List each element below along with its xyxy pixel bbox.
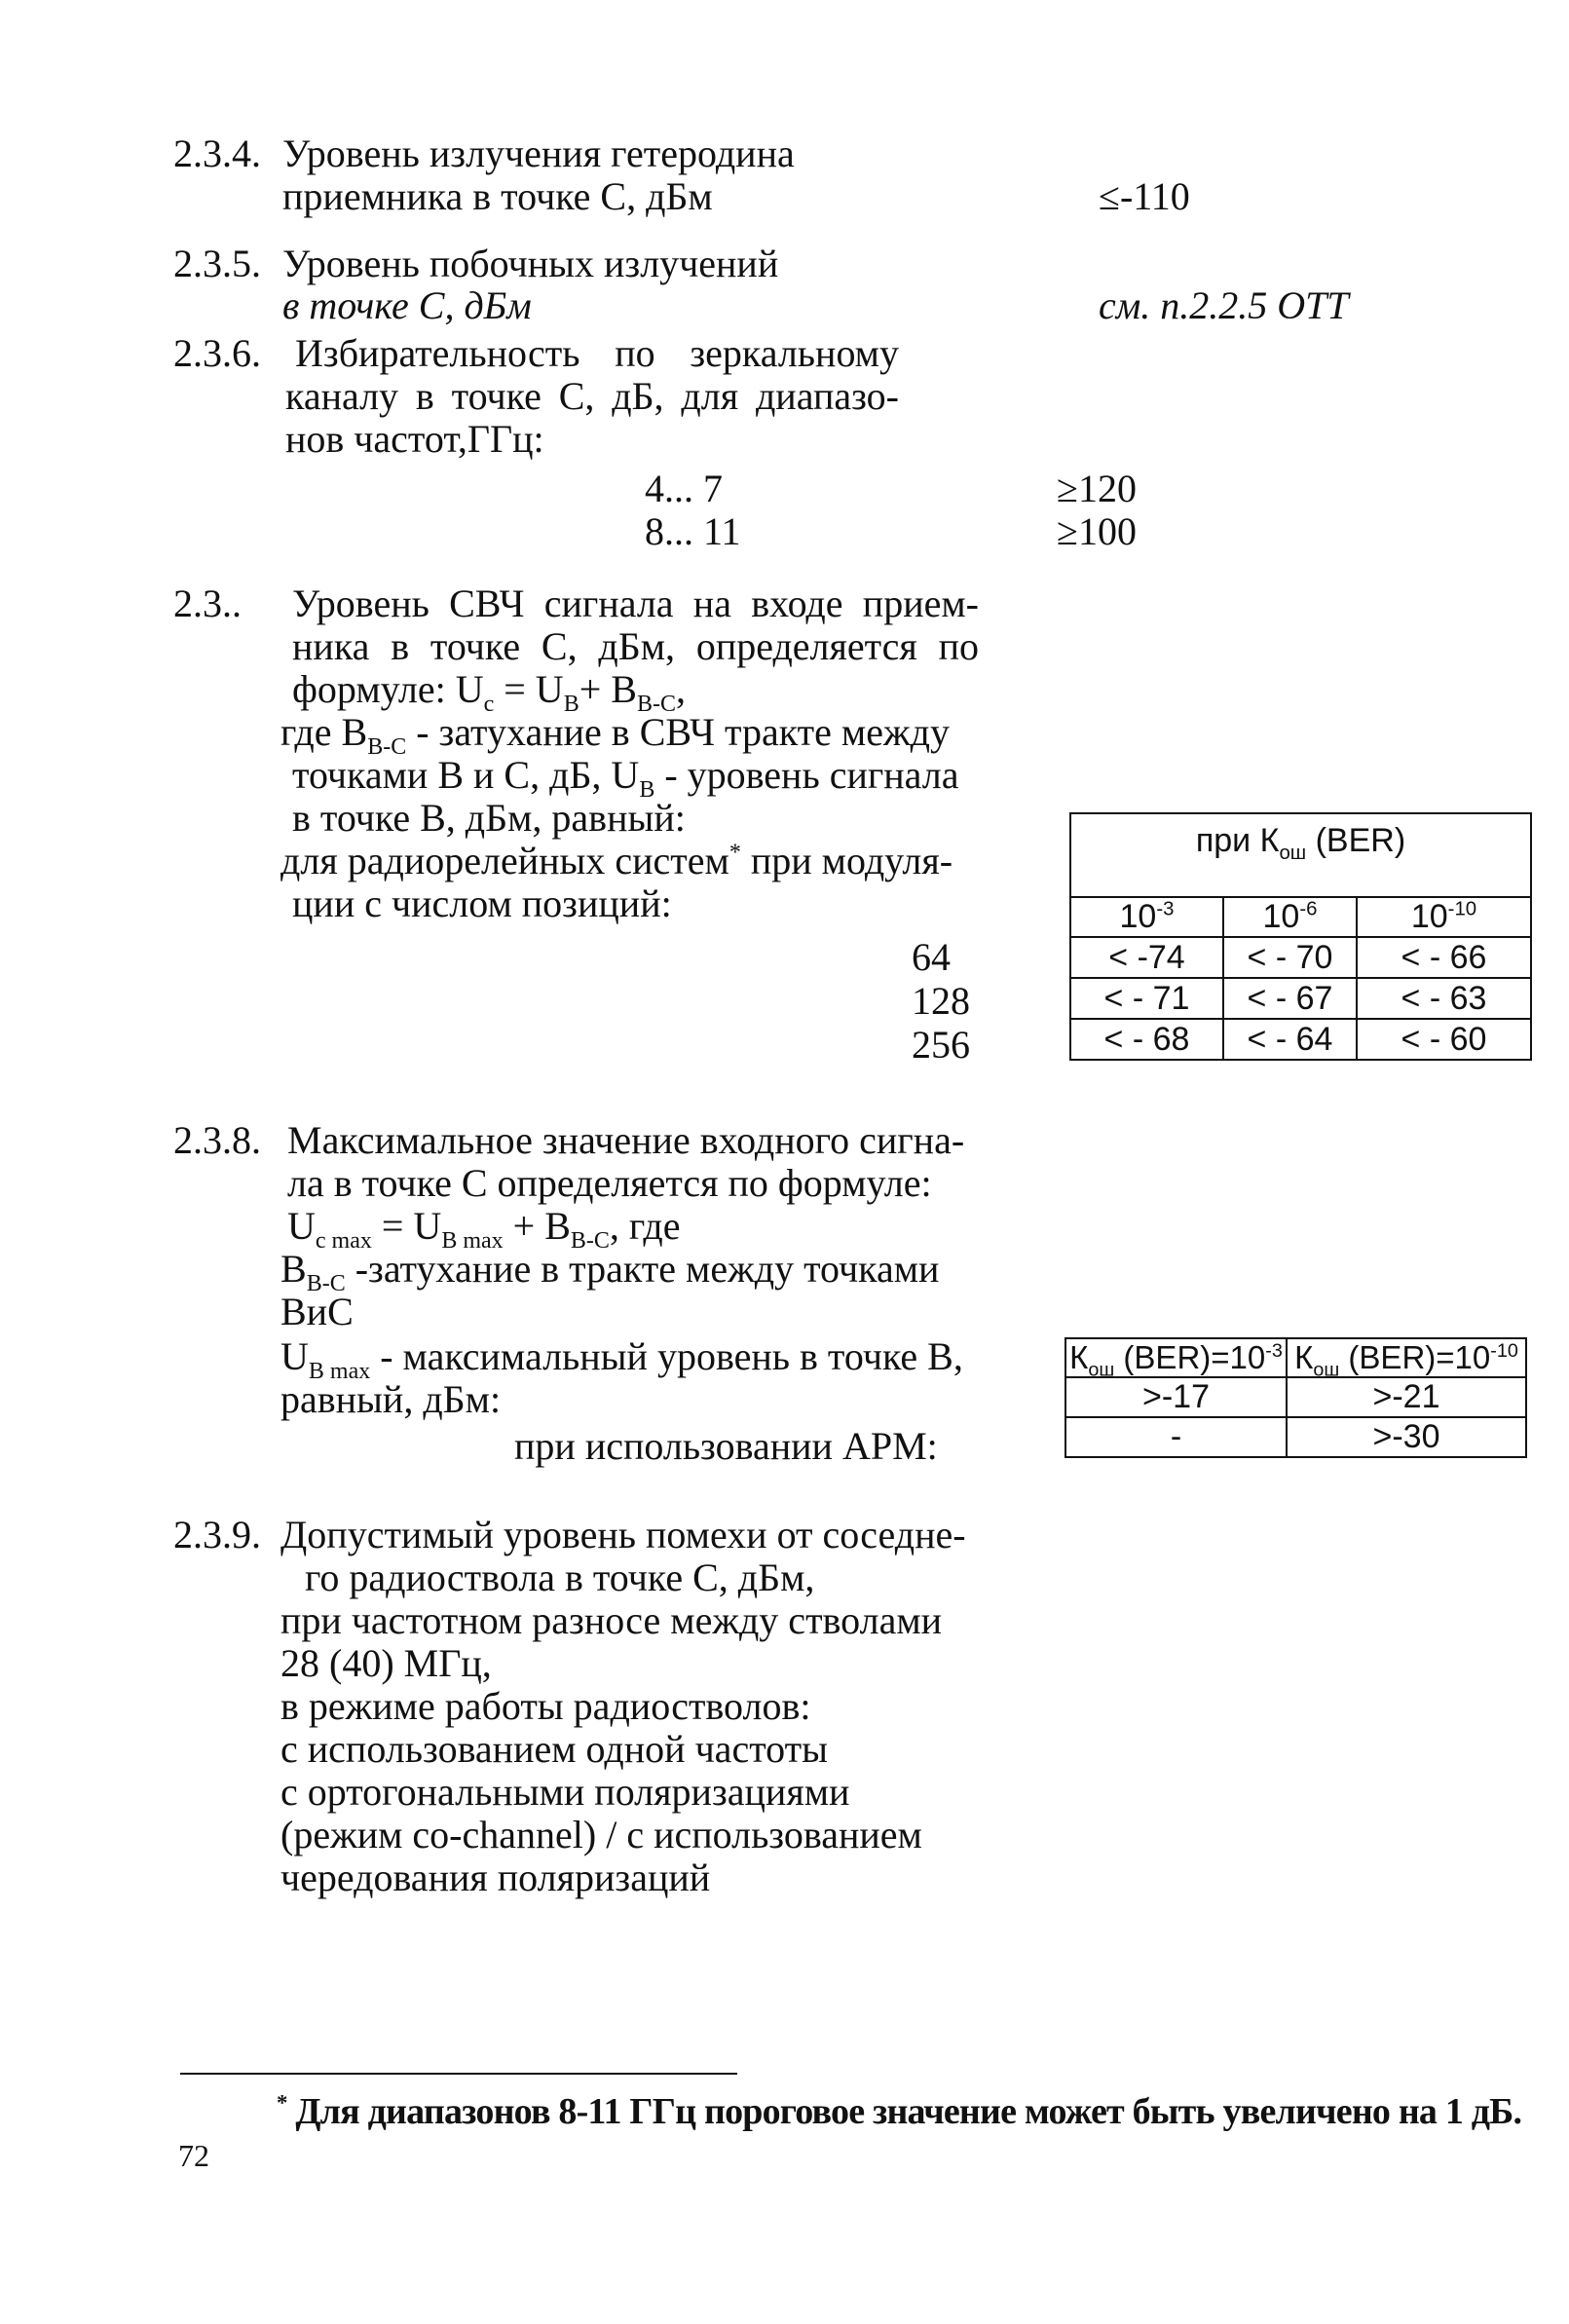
- table-cell: < - 66: [1357, 937, 1531, 978]
- section-2-3-4-line1: Уровень излучения гетеродина: [282, 131, 795, 175]
- footnote-rule: [180, 2073, 737, 2075]
- section-2-3-9-line1: Допустимый уровень помехи от соседне-: [280, 1513, 966, 1556]
- modulation-positions-64: 64: [912, 935, 951, 979]
- table-cell: < - 68: [1070, 1019, 1223, 1060]
- ber-col-1e-10: $10^{-10}$: [1357, 897, 1531, 937]
- table-cell: >-30: [1287, 1417, 1526, 1457]
- section-2-3-9-line2: го радиоствола в точке С, дБм,: [305, 1556, 815, 1599]
- section-2-3-7-line6: в точке В, дБм, равный:: [292, 796, 686, 840]
- ber-table-header: при $К_{ош}$ (BER): [1070, 813, 1531, 897]
- modulation-positions-256: 256: [912, 1023, 970, 1067]
- table-row: [1065, 1377, 1526, 1417]
- section-number-2-3-8: 2.3.8.: [173, 1118, 261, 1162]
- section-2-3-9-line7: с ортогональными поляризациями: [280, 1770, 850, 1814]
- section-2-3-8-line6: $U_{В max}$ - максимальный уровень в точке В,: [280, 1334, 963, 1384]
- section-2-3-4-value: ≤-110: [1099, 174, 1190, 218]
- table-cell: < - 67: [1223, 978, 1357, 1019]
- section-2-3-9-line4: 28 (40) МГц,: [280, 1641, 492, 1685]
- ber-col-1e-3: $10^{-3}$: [1070, 897, 1223, 937]
- section-number-2-3-6: 2.3.6.: [173, 331, 261, 375]
- section-2-3-7-line4: где $В_{В-С}$ - затухание в СВЧ тракте между: [280, 710, 950, 760]
- section-number-2-3-5: 2.3.5.: [173, 242, 261, 285]
- band-value-1: ≥120: [1057, 467, 1137, 510]
- band-range-1: 4... 7: [645, 467, 723, 510]
- max-table-header-1e-3: $К_{ош}$ $(BER)=10^{-3}$: [1065, 1338, 1287, 1377]
- section-2-3-5-line2: в точке С, дБм: [282, 283, 532, 327]
- section-2-3-5-value: см. п.2.2.5 ОТТ: [1099, 283, 1349, 327]
- section-2-3-8-line7: равный, дБм:: [280, 1377, 502, 1421]
- section-2-3-9-line6: с использованием одной частоты: [280, 1727, 828, 1771]
- table-cell: < - 63: [1357, 978, 1531, 1019]
- section-2-3-7-line5: точками В и С, дБ, $U_В$ - уровень сигнала: [292, 753, 959, 803]
- section-2-3-9-line5: в режиме работы радиостволов:: [280, 1684, 811, 1728]
- section-2-3-6-line2: каналу в точке С, дБ, для диапазо-: [285, 374, 899, 418]
- band-range-2: 8... 11: [645, 509, 741, 553]
- section-2-3-6-line3: нов частот,ГГц:: [285, 417, 544, 461]
- section-2-3-7-line1: Уровень СВЧ сигнала на входе прием-: [292, 581, 979, 625]
- section-2-3-9-line3: при частотном разносе между стволами: [280, 1598, 943, 1642]
- footnote: * Для диапазонов 8-11 ГГц пороговое значение может быть увеличено на 1 дБ.: [277, 2090, 1522, 2132]
- section-2-3-7-line8: ции с числом позиций:: [292, 881, 672, 925]
- table-cell: < -74: [1070, 937, 1223, 978]
- section-2-3-8-line2: ла в точке С определяется по формуле:: [287, 1161, 932, 1205]
- table-cell: < - 71: [1070, 978, 1223, 1019]
- section-2-3-8-line1: Максимальное значение входного сигна-: [287, 1118, 965, 1162]
- table-cell: < - 60: [1357, 1019, 1531, 1060]
- page-number: 72: [178, 2138, 209, 2173]
- table-cell: -: [1065, 1417, 1287, 1457]
- max-table-header-1e-10: $К_{ош}$ $(BER)=10^{-10}$: [1287, 1338, 1526, 1377]
- table-cell: < - 70: [1223, 937, 1357, 978]
- section-2-3-7-formula: формуле: $U_с = U_В+ В_{В-С}$,: [292, 667, 686, 717]
- section-2-3-9-line8: (режим co-channel) / с использованием: [280, 1813, 922, 1856]
- table-cell: >-17: [1065, 1377, 1287, 1417]
- section-2-3-7-line2: ника в точке С, дБм, определяется по: [292, 624, 979, 668]
- table-row: [1070, 937, 1531, 978]
- band-value-2: ≥100: [1057, 509, 1137, 553]
- section-2-3-8-line4: $В_{В-С}$ -затухание в тракте между точками: [280, 1247, 940, 1296]
- table-row: [1065, 1417, 1526, 1457]
- section-2-3-9-line9: чередования поляризаций: [280, 1855, 711, 1899]
- table-cell: < - 64: [1223, 1019, 1357, 1060]
- section-number-2-3-9: 2.3.9.: [173, 1513, 261, 1556]
- section-2-3-7-line7: для радиорелейных систем* при модуля-: [280, 839, 953, 882]
- table-cell: >-21: [1287, 1377, 1526, 1417]
- ber-threshold-table: [1069, 812, 1532, 1061]
- section-2-3-8-line8: при использовании АРМ:: [514, 1424, 938, 1468]
- max-signal-table: [1065, 1337, 1527, 1458]
- section-2-3-6-line1: Избирательность по зеркальному: [295, 331, 899, 375]
- section-number-2-3-4: 2.3.4.: [173, 131, 261, 175]
- table-row: [1070, 1019, 1531, 1060]
- modulation-positions-128: 128: [912, 979, 970, 1023]
- section-2-3-4-line2: приемника в точке С, дБм: [282, 174, 713, 218]
- ber-col-1e-6: $10^{-6}$: [1223, 897, 1357, 937]
- section-number-2-3-7: 2.3..: [173, 581, 242, 625]
- section-2-3-5-line1: Уровень побочных излучений: [282, 242, 779, 285]
- section-2-3-8-line5: ВиС: [280, 1290, 354, 1333]
- section-2-3-8-formula: $U_{с max} = U_{В max} + В_{В-С}$, где: [287, 1204, 681, 1254]
- table-row: [1070, 978, 1531, 1019]
